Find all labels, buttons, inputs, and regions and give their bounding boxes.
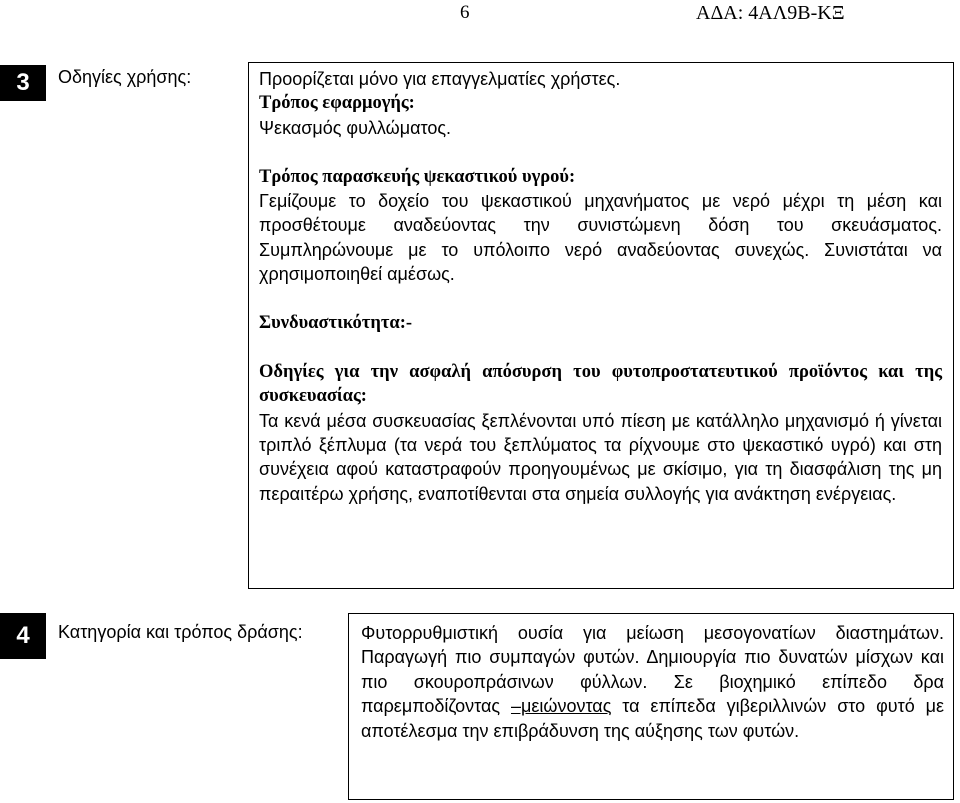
- section-label-mode-of-action: Κατηγορία και τρόπος δράσης:: [58, 622, 303, 642]
- section-number-3: 3: [0, 65, 46, 101]
- ada-code: ΑΔΑ: 4ΑΛ9Β-ΚΞ: [696, 2, 845, 24]
- section-number-4: 4: [0, 613, 46, 659]
- application-heading: Τρόπος εφαρμογής:: [259, 93, 415, 114]
- application-text: Ψεκασμός φυλλώματος.: [259, 117, 452, 138]
- spacer: [259, 287, 942, 311]
- mode-of-action-text-part1: Φυτορρυθμιστική ουσία για μείωση μεσογονατίων διαστημάτων. Παραγωγή πιο συμπαγών φυτών. Δημιουργία πιο δυνατών μίσχων και πιο σκουροπράσινων φύλλων. Σε βιοχημικό επίπεδο δρα παρεμποδίζοντας: [361, 623, 944, 717]
- section-label-usage-instructions: Οδηγίες χρήσης:: [58, 67, 192, 87]
- compatibility-heading: Συνδυαστικότητα:-: [259, 313, 413, 334]
- mode-of-action-box: [348, 613, 954, 800]
- disposal-heading: Οδηγίες για την ασφαλή απόσυρση του φυτοπροστατευτικού προϊόντος και της συσκευασίας:: [259, 361, 942, 407]
- mode-of-action-text-underlined: –μειώνοντας: [510, 696, 612, 717]
- spacer: [259, 335, 942, 359]
- spacer: [259, 140, 942, 164]
- mode-of-action-text: [361, 621, 944, 743]
- preparation-text: Γεμίζουμε το δοχείο του ψεκαστικού μηχανήματος με νερό μέχρι τη μέση και προσθέτουμε αναδεύοντας την συνιστώμενη δόση του σκευάσματος. Συμπληρώνουμε με το υπόλοιπο νερό αναδεύοντας συνεχώς. Συνιστάται να χρησιμοποιηθεί αμέσως.: [259, 191, 942, 285]
- mode-of-action-text-part2: τα επίπεδα γιβεριλλινών στο φυτό με αποτέλεσμα την επιβράδυνση της αύξησης των φυτών.: [361, 696, 944, 741]
- preparation-heading: Τρόπος παρασκευής ψεκαστικού υγρού:: [259, 166, 576, 187]
- page-number: 6: [460, 2, 470, 23]
- disposal-text: Τα κενά μέσα συσκευασίας ξεπλένονται υπό πίεση με κατάλληλο μηχανισμό ή γίνεται τριπλό ξέπλυμα (τα νερά του ξεπλύματος τα ρίχνουμε στο ψεκαστικό υγρό) και στη συνέχεια αφού καταστραφούν προηγουμένως με σκίσιμο, για τη διασφάλιση της μη περαιτέρω χρήσης, εναποτίθενται στα σημεία συλλογής για ανάκτηση ενέργειας.: [259, 410, 942, 504]
- professional-use-line: Προορίζεται μόνο για επαγγελματίες χρήστες.: [259, 69, 621, 89]
- usage-instructions-box: [248, 62, 954, 589]
